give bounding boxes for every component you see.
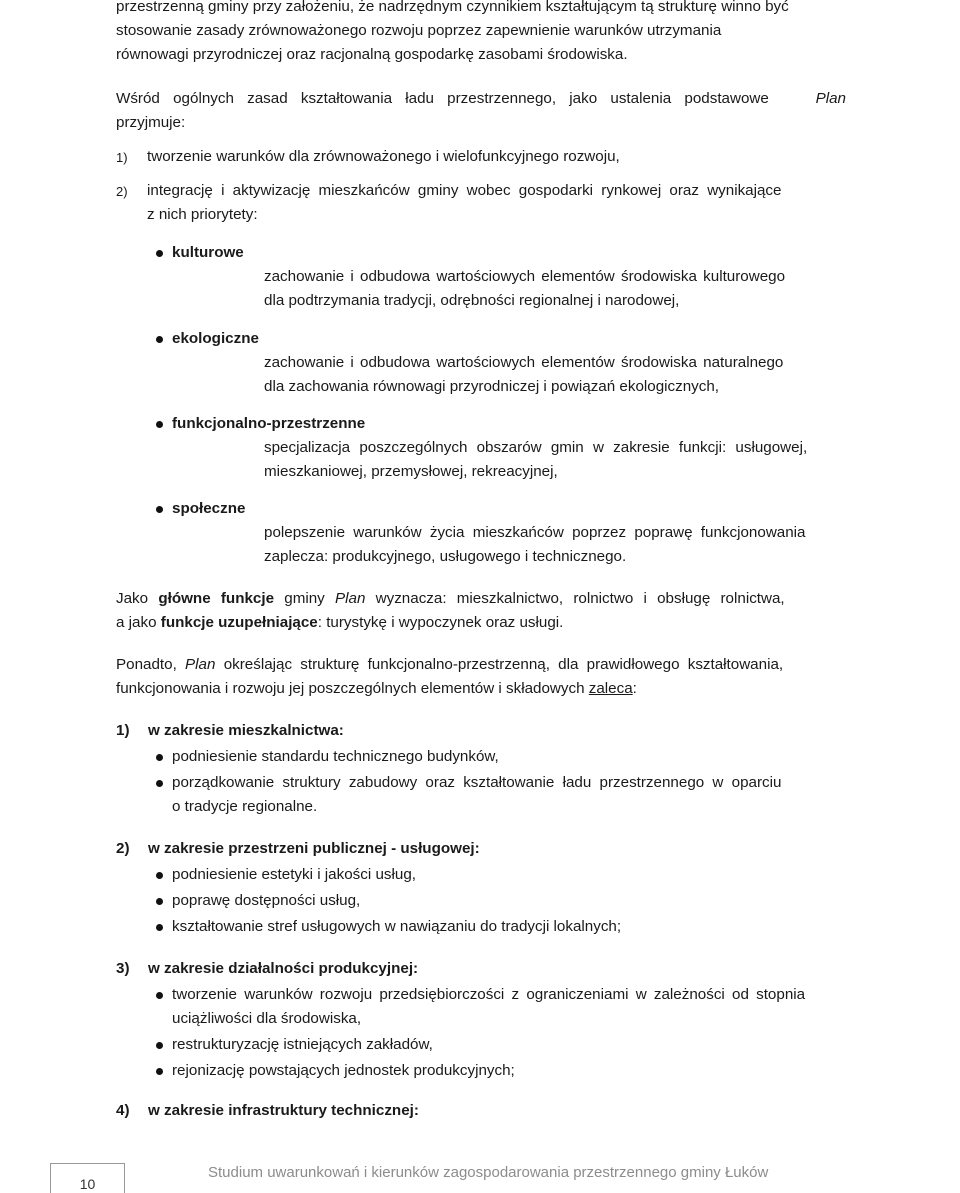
intro-line-3: równowagi przyrodniczej oraz racjonalną gospodarkę zasobami środowiska. — [116, 46, 628, 63]
intro-line-1: przestrzenną gminy przy założeniu, że nadrzędnym czynnikiem kształtującym tą strukturę winno być — [116, 0, 789, 15]
principles-item-2-line-1: integrację i aktywizację mieszkańców gminy wobec gospodarki rynkowej oraz wynikające — [147, 182, 782, 199]
functions-text-2a: a jako — [116, 614, 157, 631]
bullet-icon — [156, 898, 163, 905]
principles-item-1: tworzenie warunków dla zrównoważonego i wielofunkcyjnego rozwoju, — [147, 148, 620, 165]
s3-item-c: rejonizację powstających jednostek produkcyjnych; — [172, 1062, 515, 1079]
priority-desc-cultural-1: zachowanie i odbudowa wartościowych elementów środowiska kulturowego — [264, 268, 786, 285]
section-2-title: w zakresie przestrzeni publicznej - usługowej: — [148, 840, 480, 857]
priority-desc-functional-1: specjalizacja poszczególnych obszarów gmin w zakresie funkcji: usługowej, — [264, 439, 808, 456]
priority-desc-ecological-2: dla zachowania równowagi przyrodniczej i powiązań ekologicznych, — [264, 378, 720, 395]
furthermore-recommends: zaleca — [588, 680, 633, 697]
section-2-num: 2) — [116, 840, 130, 857]
bullet-icon — [156, 421, 163, 428]
bullet-icon — [156, 992, 163, 999]
priority-desc-functional-2: mieszkaniowej, przemysłowej, rekreacyjnej, — [264, 463, 558, 480]
furthermore-colon: : — [632, 680, 637, 697]
s2-item-a: podniesienie estetyki i jakości usług, — [172, 866, 416, 883]
priority-label-social: społeczne — [172, 500, 246, 517]
s3-item-b: restrukturyzację istniejących zakładów, — [172, 1036, 433, 1053]
furthermore-line-1 — [116, 656, 783, 673]
bullet-icon — [156, 336, 163, 343]
functions-text-a: Jako — [116, 590, 149, 607]
s1-item-a: podniesienie standardu technicznego budynków, — [172, 748, 499, 765]
furthermore-text-b: określając strukturę funkcjonalno-przestrzenną, dla prawidłowego kształtowania, — [223, 656, 784, 673]
principles-lead-plan: Plan — [815, 90, 846, 107]
s1-item-b-2: o tradycje regionalne. — [172, 798, 318, 815]
footer-title: Studium uwarunkowań i kierunków zagospodarowania przestrzennego gminy Łuków — [208, 1164, 769, 1181]
bullet-icon — [156, 1068, 163, 1075]
functions-line-1 — [116, 590, 785, 607]
priority-desc-social-1: polepszenie warunków życia mieszkańców poprzez poprawę funkcjonowania — [264, 524, 806, 541]
principles-item-2-line-2: z nich priorytety: — [147, 206, 258, 223]
bullet-icon — [156, 1042, 163, 1049]
priority-desc-ecological-1: zachowanie i odbudowa wartościowych elementów środowiska naturalnego — [264, 354, 784, 371]
principles-lead-end: przyjmuje: — [116, 114, 186, 131]
functions-line-2 — [116, 614, 563, 631]
functions-bold-main: główne funkcje — [158, 590, 275, 607]
furthermore-plan: Plan — [185, 656, 216, 673]
furthermore-text-a: Ponadto, — [116, 656, 177, 673]
page-number: 10 — [79, 1176, 96, 1192]
bullet-icon — [156, 924, 163, 931]
bullet-icon — [156, 250, 163, 257]
priority-desc-social-2: zaplecza: produkcyjnego, usługowego i technicznego. — [264, 548, 627, 565]
bullet-icon — [156, 754, 163, 761]
section-3-title: w zakresie działalności produkcyjnej: — [148, 960, 419, 977]
principles-item-2-num: 2) — [116, 184, 128, 199]
furthermore-line-2 — [116, 680, 637, 697]
priority-label-ecological: ekologiczne — [172, 330, 259, 347]
section-4-num: 4) — [116, 1102, 130, 1119]
section-1-title: w zakresie mieszkalnictwa: — [148, 722, 344, 739]
functions-text-2c: : turystykę i wypoczynek oraz usługi. — [317, 614, 564, 631]
functions-bold-supp: funkcje uzupełniające — [160, 614, 318, 631]
principles-lead-text: Wśród ogólnych zasad kształtowania ładu przestrzennego, jako ustalenia podstawowe — [116, 90, 769, 107]
s3-item-a-2: uciążliwości dla środowiska, — [172, 1010, 362, 1027]
priority-label-cultural: kulturowe — [172, 244, 244, 261]
intro-line-2 — [116, 22, 846, 39]
section-3-num: 3) — [116, 960, 130, 977]
functions-text-c: gminy — [284, 590, 325, 607]
s2-item-c: kształtowanie stref usługowych w nawiązaniu do tradycji lokalnych; — [172, 918, 622, 935]
bullet-icon — [156, 506, 163, 513]
furthermore-text-2a: funkcjonowania i rozwoju jej poszczególnych elementów i składowych — [116, 680, 585, 697]
functions-text-e: wyznacza: mieszkalnictwo, rolnictwo i obsługę rolnictwa, — [375, 590, 785, 607]
principles-lead — [116, 90, 846, 107]
intro-line-2-text: stosowanie zasady zrównoważonego rozwoju poprzez zapewnienie warunków utrzymania — [116, 22, 722, 39]
section-1-num: 1) — [116, 722, 130, 739]
functions-plan: Plan — [335, 590, 366, 607]
priority-label-functional: funkcjonalno-przestrzenne — [172, 415, 366, 432]
principles-item-1-num: 1) — [116, 150, 128, 165]
priority-desc-cultural-2: dla podtrzymania tradycji, odrębności regionalnej i narodowej, — [264, 292, 680, 309]
bullet-icon — [156, 872, 163, 879]
s3-item-a-1: tworzenie warunków rozwoju przedsiębiorczości z ograniczeniami w zależności od stopnia — [172, 986, 806, 1003]
bullet-icon — [156, 780, 163, 787]
s1-item-b-1: porządkowanie struktury zabudowy oraz kształtowanie ładu przestrzennego w oparciu — [172, 774, 782, 791]
section-4-title: w zakresie infrastruktury technicznej: — [148, 1102, 419, 1119]
s2-item-b: poprawę dostępności usług, — [172, 892, 361, 909]
